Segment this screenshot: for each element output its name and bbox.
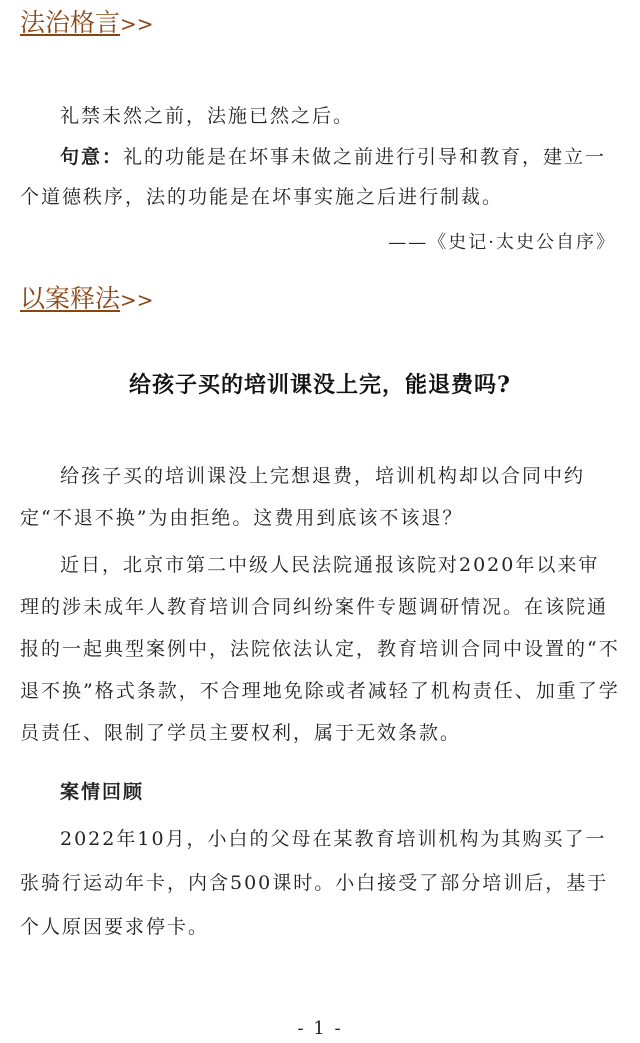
meaning-text: 礼的功能是在坏事未做之前进行引导和教育，建立一个道德秩序，法的功能是在坏事实施之后进行制裁。 [20, 146, 607, 208]
article-paragraph-3: 2022年10月，小白的父母在某教育培训机构为其购买了一张骑行运动年卡，内含500课时。小白接受了部分培训后，基于个人原因要求停卡。 [20, 828, 609, 938]
maxim-line: 礼禁未然之前，法施已然之后。 [60, 105, 355, 127]
section-heading-case [20, 284, 154, 315]
article-title: 给孩子买的培训课没上完，能退费吗? [129, 372, 511, 398]
section-heading-maxim [20, 8, 154, 39]
maxim-meaning [20, 137, 620, 217]
section-title: 以案释法 [20, 284, 121, 313]
section-title: 法治格言 [20, 8, 121, 37]
article-paragraph-2: 近日，北京市第二中级人民法院通报该院对2020年以来审理的涉未成年人教育培训合同纠纷案件专题调研情况。在该院通报的一起典型案例中，法院依法认定，教育培训合同中设置的“不退不换”格式条款，不合理地免除或者减轻了机构责任、加重了学员责任、限制了学员主要权利，属于无效条款。 [20, 554, 620, 744]
page-number: - 1 - [297, 1018, 343, 1039]
section-arrows: >> [120, 288, 154, 312]
section-arrows: >> [120, 12, 154, 36]
meaning-label: 句意： [60, 146, 124, 168]
case-heading [20, 772, 620, 812]
case-heading-text: 案情回顾 [60, 781, 145, 803]
maxim-source: ——《史记·太史公自序》 [388, 232, 616, 253]
article-paragraph-1: 给孩子买的培训课没上完想退费，培训机构却以合同中约定“不退不换”为由拒绝。这费用到底该不该退？ [20, 465, 586, 529]
